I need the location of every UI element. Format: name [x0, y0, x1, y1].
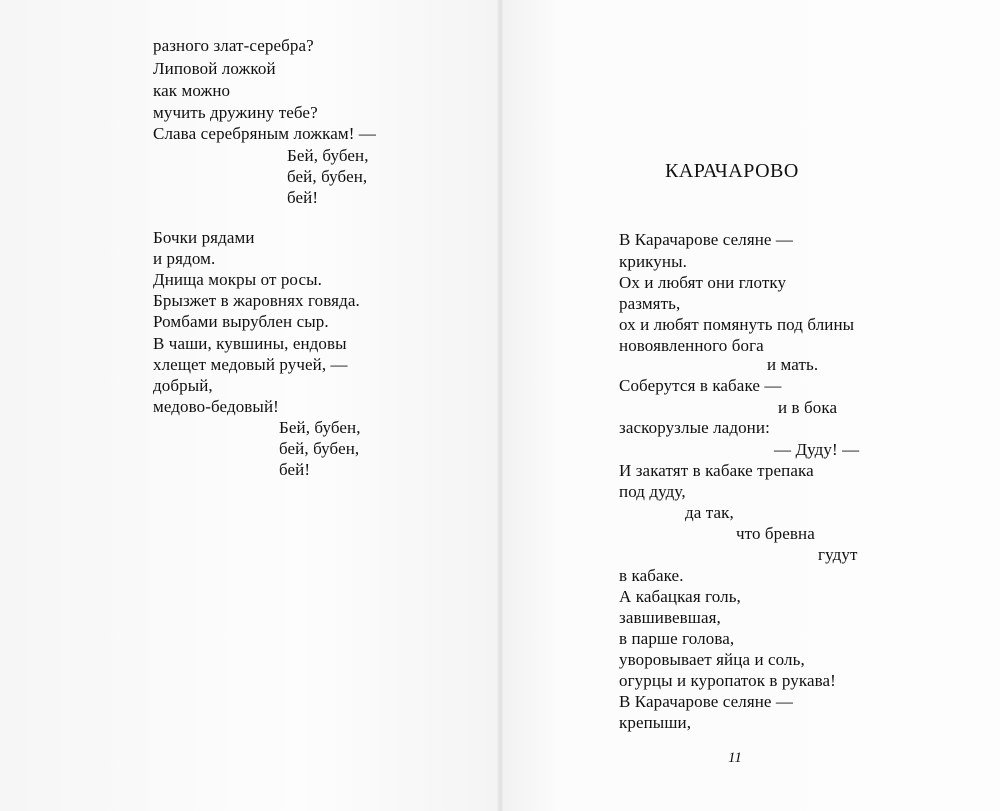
poem-line: уворовывает яйца и соль, — [619, 650, 805, 669]
poem-line: мучить дружину тебе? — [153, 103, 318, 122]
book-gutter — [497, 0, 503, 811]
poem-line: гудут — [818, 545, 858, 564]
refrain-line: бей, бубен, — [287, 167, 368, 186]
poem-line: новоявленного бога — [619, 336, 764, 355]
poem-line: крепыши, — [619, 713, 692, 732]
poem-line: в парше голова, — [619, 629, 735, 648]
poem-line: огурцы и куропаток в рукава! — [619, 671, 836, 690]
poem-line: размять, — [619, 294, 681, 313]
poem-line: А кабацкая голь, — [619, 587, 741, 606]
poem-line: заскорузлые ладони: — [619, 418, 770, 437]
refrain-line: бей! — [287, 188, 319, 207]
poem-line: И закатят в кабаке трепака — [619, 461, 814, 480]
poem-line: В чаши, кувшины, ендовы — [153, 334, 347, 353]
poem-line: Брызжет в жаровнях говяда. — [153, 291, 360, 310]
poem-line: Слава серебряным ложкам! — — [153, 124, 376, 143]
poem-line: в кабаке. — [619, 566, 684, 585]
poem-line: крикуны. — [619, 252, 687, 271]
poem-line: завшивевшая, — [619, 608, 721, 627]
poem-line: и рядом. — [153, 249, 216, 268]
poem-line: добрый, — [153, 376, 213, 395]
refrain-line: Бей, бубен, — [279, 418, 361, 437]
poem-line: Соберутся в кабаке — — [619, 376, 782, 395]
poem-line: медово-бедовый! — [153, 397, 279, 416]
poem-line: В Карачарове селяне — — [619, 230, 794, 249]
poem-line: Ох и любят они глотку — [619, 273, 787, 292]
poem-line: что бревна — [736, 524, 815, 543]
poem-line: — Дуду! — — [774, 440, 860, 459]
poem-line: Днища мокры от росы. — [153, 270, 322, 289]
refrain-line: Бей, бубен, — [287, 146, 369, 165]
poem-line: ох и любят помянуть под блины — [619, 315, 855, 334]
poem-line: и в бока — [778, 398, 838, 417]
poem-line: и мать. — [767, 355, 819, 374]
poem-line: В Карачарове селяне — — [619, 692, 794, 711]
poem-line: под дуду, — [619, 482, 686, 501]
refrain-line: бей, бубен, — [279, 439, 360, 458]
refrain-line: бей! — [279, 460, 311, 479]
page-number: 11 — [728, 750, 742, 766]
poem-line: как можно — [153, 81, 231, 100]
poem-line: Липовой ложкой — [153, 59, 276, 78]
poem-line: хлещет медовый ручей, — — [153, 355, 348, 374]
poem-line: разного злат-серебра? — [153, 36, 314, 55]
poem-line: Бочки рядами — [153, 228, 255, 247]
poem-line: да так, — [685, 503, 734, 522]
poem-title: КАРАЧАРОВО — [665, 160, 799, 182]
poem-line: Ромбами вырублен сыр. — [153, 312, 329, 331]
